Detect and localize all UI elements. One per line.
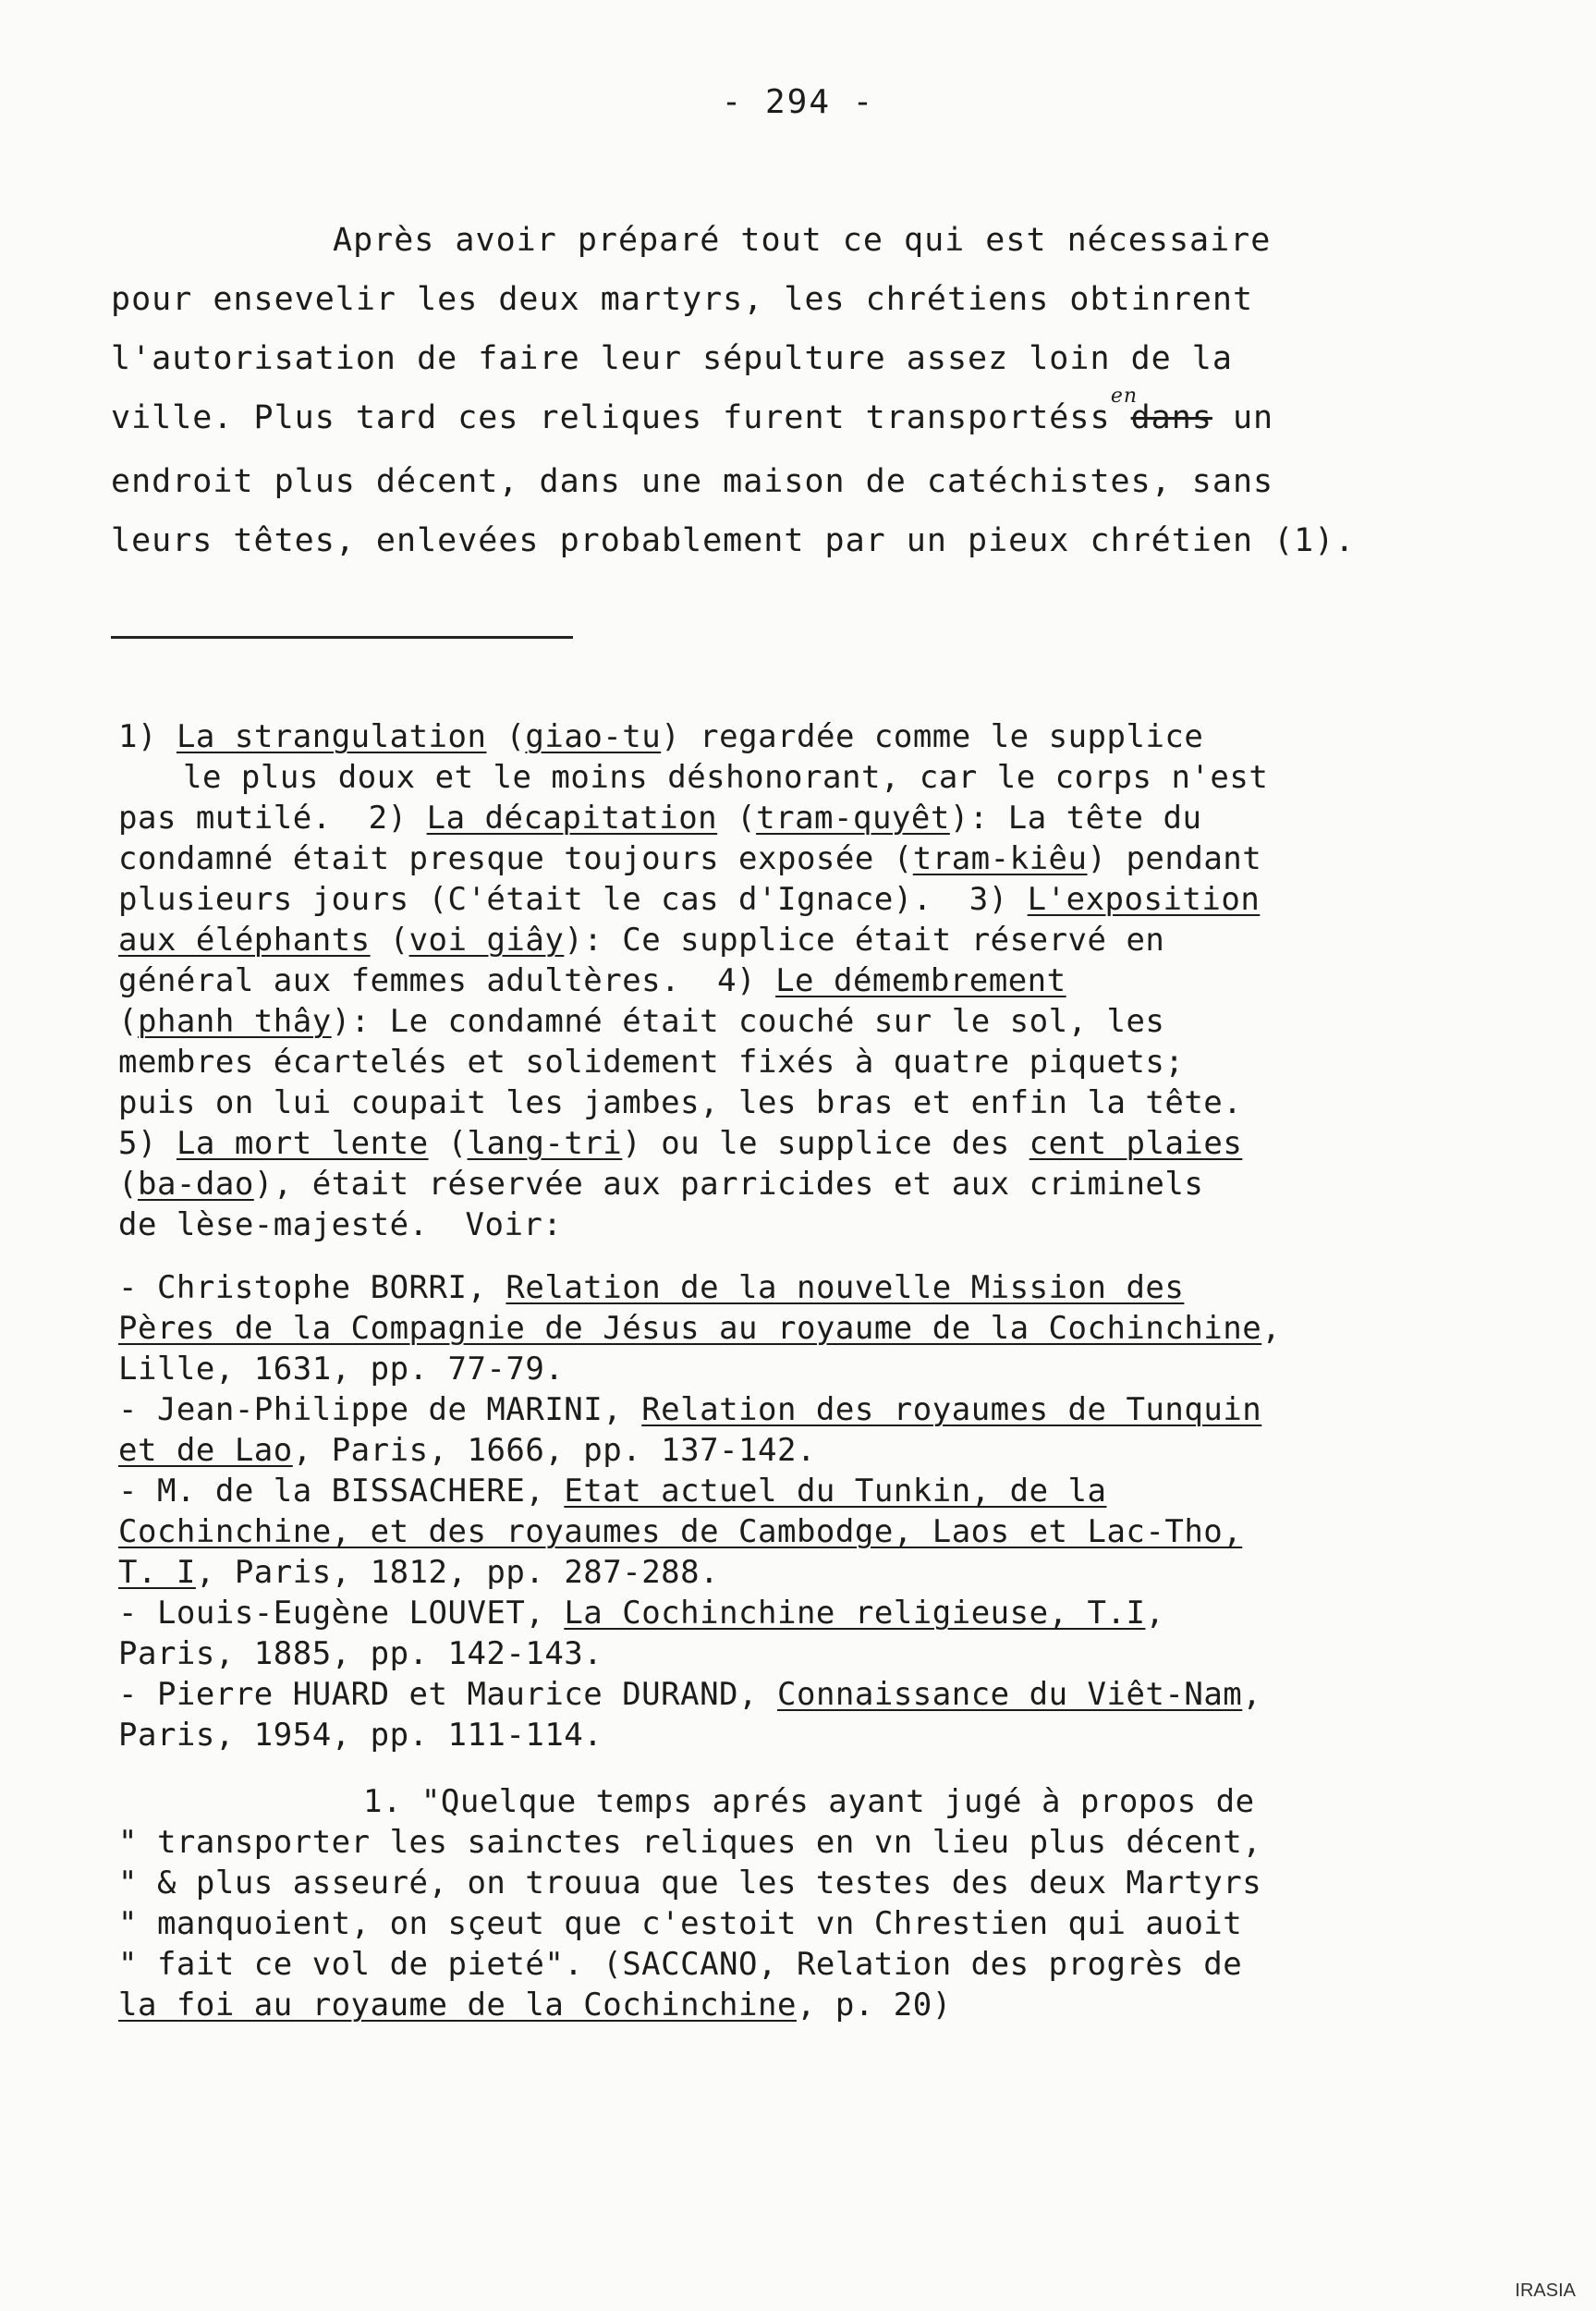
ref-author: - Jean-Philippe de MARINI, — [118, 1391, 623, 1428]
paren: ( — [389, 922, 409, 959]
quoted-footnote — [118, 1781, 1486, 2025]
note-line — [118, 960, 1486, 1001]
paren: ( — [506, 718, 526, 755]
ref-title: T. I — [118, 1554, 196, 1591]
note-text: Voir: — [465, 1206, 563, 1243]
struck-word: dans — [1130, 399, 1212, 436]
reference-line: Lille, 1631, pp. 77-79. — [118, 1351, 565, 1388]
ref-title: Connaissance du Viêt-Nam — [777, 1676, 1243, 1713]
note-text: condamné était presque toujours exposée ( — [118, 840, 913, 877]
note-number: 3) — [969, 881, 1008, 918]
viet-term: tram-kiêu — [912, 840, 1088, 877]
paren: ( — [737, 800, 757, 837]
note-text: ): Le condamné était couché sur le sol, les — [331, 1003, 1165, 1040]
quote-line: 1. "Quelque temps aprés ayant jugé à propos de — [363, 1783, 1255, 1820]
note-text: ) ou le supplice des — [622, 1125, 1010, 1162]
note-line — [118, 798, 1486, 838]
note-text: ) regardée comme le supplice — [661, 718, 1204, 755]
body-line: leurs têtes, enlevées probablement par un pieux chrétien (1). — [111, 522, 1356, 559]
quote-line: " & plus asseuré, on trouua que les testes des deux Martyrs — [118, 1865, 1262, 1901]
ref-author: - Louis-Eugène LOUVET, — [118, 1595, 545, 1632]
archive-watermark: IRASIA — [1515, 2280, 1576, 2301]
note-text: ), était réservée aux parricides et aux criminels — [253, 1166, 1204, 1203]
ref-pub: Paris, 1666, pp. 137-142. — [331, 1432, 816, 1469]
page-number: - 294 - — [721, 83, 875, 121]
note-term: L'exposition — [1027, 881, 1261, 918]
note-line — [118, 1164, 1486, 1204]
body-line-text: un — [1232, 399, 1274, 436]
note-text: ): Ce supplice était réservé en — [564, 922, 1165, 959]
reference-line: Pères de la Compagnie de Jésus au royaume de la Cochinchine, — [118, 1310, 1282, 1347]
ref-title: et de Lao — [118, 1432, 293, 1469]
paren: ( — [118, 1166, 138, 1203]
viet-term: tram-quyêt — [756, 800, 950, 837]
note-term: cent plaies — [1029, 1125, 1243, 1162]
note-text: plusieurs jours (C'était le cas d'Ignace). — [118, 881, 932, 918]
note-number: 1) — [118, 718, 157, 755]
reference-line: Paris, 1954, pp. 111-114. — [118, 1717, 603, 1754]
reference-line — [118, 1511, 1486, 1552]
note-number: 4) — [717, 962, 757, 999]
ref-author: - Christophe BORRI, — [118, 1269, 487, 1306]
bibliography — [118, 1267, 1486, 1755]
note-term: La décapitation — [426, 800, 718, 837]
ref-author: - Pierre HUARD et Maurice DURAND, — [118, 1676, 759, 1713]
note-line — [118, 1123, 1486, 1164]
reference-line: - Pierre HUARD et Maurice DURAND, Connaissance du Viêt-Nam, — [118, 1676, 1262, 1713]
main-paragraph — [111, 211, 1451, 570]
body-line: endroit plus décent, dans une maison de catéchistes, sans — [111, 463, 1274, 500]
note-number: 2) — [368, 800, 408, 837]
reference-line — [118, 1552, 1486, 1593]
note-term: La strangulation — [176, 718, 487, 755]
note-text: de lèse-majesté. — [118, 1206, 429, 1243]
viet-term: phanh thây — [137, 1003, 332, 1040]
viet-term: ba-dao — [137, 1166, 254, 1203]
note-line: puis on lui coupait les jambes, les bras et enfin la tête. — [118, 1084, 1243, 1121]
note-text: général aux femmes adultères. — [118, 962, 681, 999]
note-text: ) pendant — [1087, 840, 1262, 877]
viet-term: giao-tu — [525, 718, 662, 755]
note-line — [118, 1204, 1486, 1245]
quote-title: la foi au royaume de la Cochinchine — [118, 1987, 797, 2024]
note-number: 5) — [118, 1125, 157, 1162]
reference-line — [118, 1389, 1486, 1430]
footnotes — [118, 716, 1486, 2025]
quote-line: " manquoient, on sçeut que c'estoit vn Chrestien qui auoit — [118, 1905, 1243, 1942]
ref-title: Relation des royaumes de Tunquin — [641, 1391, 1262, 1428]
note-line: membres écartelés et solidement fixés à quatre piquets; — [118, 1044, 1185, 1081]
viet-term: lang-tri — [467, 1125, 623, 1162]
note-text: ): La tête du — [949, 800, 1202, 837]
reference-line — [118, 1471, 1486, 1511]
body-line: Après avoir préparé tout ce qui est nécessaire — [333, 222, 1272, 259]
viet-term: voi giây — [408, 922, 565, 959]
note-line — [118, 838, 1486, 879]
note-term: aux éléphants — [118, 922, 371, 959]
footnote-separator — [111, 636, 573, 639]
ref-title: Etat actuel du Tunkin, de la — [564, 1473, 1107, 1510]
reference-line — [118, 1267, 1486, 1308]
note-line — [118, 879, 1486, 920]
ref-title: Relation de la nouvelle Mission des — [506, 1269, 1185, 1306]
reference-line: - Louis-Eugène LOUVET, La Cochinchine religieuse, T.I, — [118, 1595, 1165, 1632]
paren: ( — [118, 1003, 138, 1040]
note-line — [118, 1001, 1486, 1042]
quote-line: " transporter les sainctes reliques en vn lieu plus décent, — [118, 1824, 1262, 1861]
quote-line: " fait ce vol de pieté". (SACCANO, Relation des progrès de — [118, 1946, 1243, 1983]
ref-title: La Cochinchine religieuse, T.I — [564, 1595, 1146, 1632]
note-term: La mort lente — [176, 1125, 429, 1162]
note-line — [118, 716, 1486, 757]
body-line: pour ensevelir les deux martyrs, les chrétiens obtinrent — [111, 281, 1254, 318]
note-line — [118, 920, 1486, 960]
reference-line: et de Lao, Paris, 1666, pp. 137-142. — [118, 1432, 816, 1469]
note-term: Le démembrement — [775, 962, 1066, 999]
ref-title: Pères de la Compagnie de Jésus au royaume de la Cochinchine — [118, 1310, 1262, 1347]
ref-author: - M. de la BISSACHERE, — [118, 1473, 545, 1510]
note-line: le plus doux et le moins déshonorant, car le corps n'est — [183, 759, 1269, 796]
body-line-text: ville. Plus tard ces reliques furent transportéss — [111, 399, 1111, 436]
quote-line — [118, 1985, 1486, 2025]
note-text: pas mutilé. — [118, 800, 332, 837]
body-line: l'autorisation de faire leur sépulture assez loin de la — [111, 340, 1233, 377]
paren: ( — [447, 1125, 468, 1162]
ref-pub: , Paris, 1812, pp. 287-288. — [195, 1554, 720, 1591]
body-line: ville. Plus tard ces reliques furent transportéss dansen un — [111, 385, 1274, 436]
reference-line: Paris, 1885, pp. 142-143. — [118, 1635, 603, 1672]
quote-text: , p. 20) — [796, 1987, 952, 2024]
ref-title: Cochinchine, et des royaumes de Cambodge, Laos et Lac-Tho, — [118, 1513, 1243, 1550]
